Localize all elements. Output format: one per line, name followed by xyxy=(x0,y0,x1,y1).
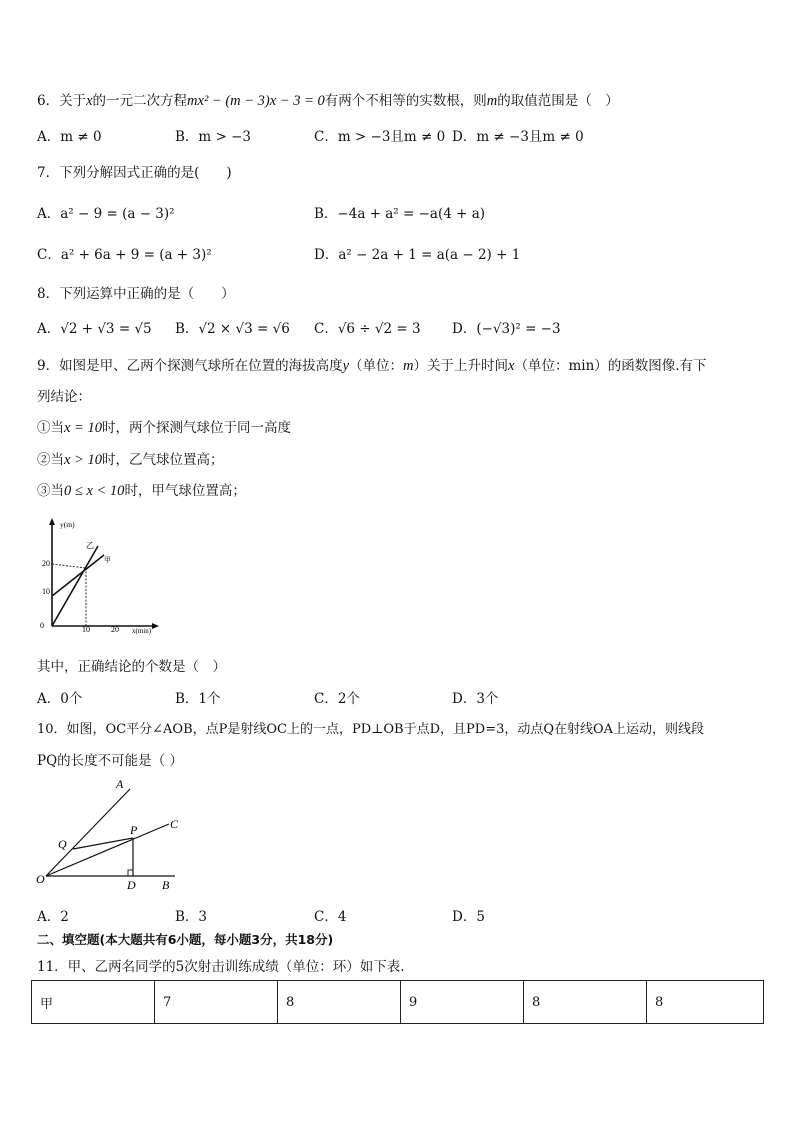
q7-option-a[interactable]: A．a² − 9 = (a − 3)² xyxy=(37,206,175,222)
q9-option-a[interactable]: A．0个 xyxy=(37,691,83,707)
q8-option-d[interactable]: D．(−√3)² = −3 xyxy=(452,321,561,337)
q9-stem: 9．如图是甲、乙两个探测气球所在位置的海拔高度y（单位：m）关于上升时间x（单位：min）的函数图像.有下 xyxy=(37,358,707,374)
table-cell: 8 xyxy=(524,981,647,1024)
x-axis-label: x(min) xyxy=(132,627,152,635)
y-axis-arrow xyxy=(49,518,55,525)
y-axis-label: y(m) xyxy=(60,520,75,529)
q10-option-c[interactable]: C．4 xyxy=(314,909,347,925)
q8-option-a[interactable]: A．√2 + √3 = √5 xyxy=(37,321,152,337)
label-q: Q xyxy=(58,837,67,851)
x-tick-20: 20 xyxy=(111,625,119,634)
x-axis-arrow xyxy=(152,623,159,629)
q6-stem: 6．关于x的一元二次方程mx² − (m − 3)x − 3 = 0有两个不相等的实数根，则m的取值范围是（ ） xyxy=(37,93,619,109)
q7-stem: 7．下列分解因式正确的是( ) xyxy=(37,165,232,181)
y-tick-20: 20 xyxy=(42,559,50,568)
dashed-level-line xyxy=(52,564,86,568)
q6-option-c[interactable]: C．m > −3且m ≠ 0 xyxy=(314,129,446,145)
label-c: C xyxy=(170,817,179,831)
q7-option-b[interactable]: B．−4a + a² = −a(4 + a) xyxy=(314,206,486,222)
label-o: O xyxy=(36,872,45,886)
label-b: B xyxy=(162,878,170,892)
label-yi: 乙 xyxy=(86,541,94,550)
label-p: P xyxy=(130,823,138,837)
q8-option-b[interactable]: B．√2 × √3 = √6 xyxy=(175,321,290,337)
table-row xyxy=(32,981,764,1024)
q10-option-d[interactable]: D．5 xyxy=(452,909,485,925)
q6-option-d[interactable]: D．m ≠ −3且m ≠ 0 xyxy=(452,129,584,145)
q8-option-c[interactable]: C．√6 ÷ √2 = 3 xyxy=(314,321,421,337)
right-angle-mark xyxy=(128,870,133,876)
q10-angle-figure xyxy=(32,775,192,895)
q9-closing: 其中，正确结论的个数是（ ） xyxy=(37,659,226,675)
label-jia: 甲 xyxy=(104,556,111,564)
q6-option-b[interactable]: B．m > −3 xyxy=(175,129,252,145)
line-yi xyxy=(52,546,98,626)
var-m: m xyxy=(486,93,498,109)
q9-option-c[interactable]: C．2个 xyxy=(314,691,360,707)
table-cell: 8 xyxy=(647,981,764,1024)
q6-equation: mx² − (m − 3)x − 3 = 0 xyxy=(187,93,325,109)
table-cell: 甲 xyxy=(32,981,155,1024)
x-tick-10: 10 xyxy=(82,625,90,634)
q9-option-b[interactable]: B．1个 xyxy=(175,691,221,707)
section-heading: 二、填空题(本大题共有6小题，每小题3分，共18分) xyxy=(37,932,334,947)
var-x: x xyxy=(508,358,515,374)
scores-table xyxy=(31,980,764,1024)
q10-stem-line1: 10．如图，OC平分∠AOB，点P是射线OC上的一点，PD⊥OB于点D，且PD=3，动点Q在射线OA上运动，则线段 xyxy=(37,722,705,737)
var-y: y xyxy=(342,358,350,374)
q10-option-b[interactable]: B．3 xyxy=(175,909,208,925)
var-x: x xyxy=(86,93,93,109)
y-tick-10: 10 xyxy=(42,587,50,596)
q7-option-c[interactable]: C．a² + 6a + 9 = (a + 3)² xyxy=(37,247,212,263)
label-a: A xyxy=(116,777,124,791)
q9-conclusion-1: ①当x = 10时，两个探测气球位于同一高度 xyxy=(37,420,291,436)
q9-conclusion-3: ③当0 ≤ x < 10时，甲气球位置高； xyxy=(37,483,246,499)
line-jia xyxy=(52,555,104,596)
table-cell: 8 xyxy=(278,981,401,1024)
q9-function-graph xyxy=(36,510,166,640)
table-cell: 9 xyxy=(401,981,524,1024)
q9-conclusion-2: ②当x > 10时，乙气球位置高； xyxy=(37,452,224,468)
q9-stem-line2: 列结论： xyxy=(37,389,91,405)
q10-option-a[interactable]: A．2 xyxy=(37,909,69,925)
label-d: D xyxy=(127,878,136,892)
ray-oa xyxy=(46,789,130,876)
q7-option-d[interactable]: D．a² − 2a + 1 = a(a − 2) + 1 xyxy=(314,247,521,263)
origin-label: 0 xyxy=(40,621,44,630)
q8-stem: 8．下列运算中正确的是（ ） xyxy=(37,286,235,302)
table-cell: 7 xyxy=(155,981,278,1024)
q11-stem: 11．甲、乙两名同学的5次射击训练成绩（单位：环）如下表. xyxy=(37,959,405,975)
q10-stem-line2: PQ的长度不可能是（ ） xyxy=(37,753,183,769)
q6-option-a[interactable]: A．m ≠ 0 xyxy=(37,129,102,145)
q9-option-d[interactable]: D．3个 xyxy=(452,691,499,707)
var-m: m xyxy=(403,358,414,374)
